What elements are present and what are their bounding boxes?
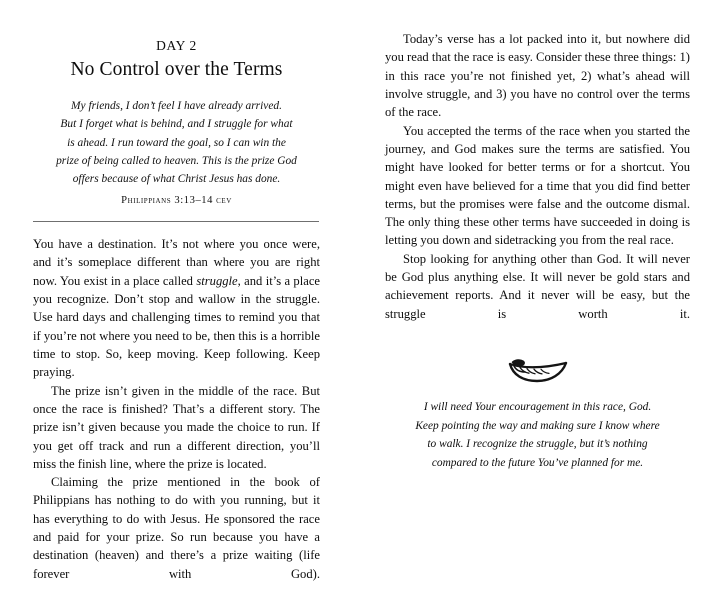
prayer-line: to walk. I recognize the struggle, but it’s nothing <box>427 438 648 451</box>
emphasis-struggle: struggle <box>196 273 238 288</box>
paragraph: You accepted the terms of the race when you started the journey, and God makes sure the terms are satisfied. You might have looked for better terms or for a shortcut. You might even have believed for a time that you did find better terms, but the promises were false and the outcome dismal. The only thing these other terms have succeeded in doing is letting you down and sidetracking you from the real race. <box>385 123 690 248</box>
epigraph-line: My friends, I don’t feel I have already arrived. <box>71 99 282 112</box>
left-page <box>0 0 360 581</box>
verse-citation: Philippians 3:13–14 cev <box>121 194 232 206</box>
epigraph-verse <box>47 97 306 210</box>
right-body-copy <box>385 30 690 341</box>
epigraph-line: But I forget what is behind, and I struggle for what <box>60 118 293 131</box>
paragraph: Stop looking for anything other than God. It will never be God plus anything else. It will never be gold stars and achievement reports. And it never will be easy, but the struggle is worth it. <box>385 251 690 321</box>
epigraph-line: offers because of what Christ Jesus has done. <box>72 173 281 186</box>
day-label: DAY 2 <box>156 38 197 53</box>
paragraph <box>33 235 320 382</box>
boat-ornament <box>385 358 690 384</box>
prayer-line: I will need Your encouragement in this race, God. <box>423 401 652 414</box>
prayer-line: Keep pointing the way and making sure I know where <box>415 419 660 432</box>
paragraph-text-part: You have a destination. It’s not where you once were, and it’s someplace different than where you are right now. You exist in a place called <box>33 237 320 288</box>
right-page <box>360 0 720 504</box>
page-title: No Control over the Terms <box>70 59 283 81</box>
closing-prayer <box>403 398 672 472</box>
epigraph-line: is ahead. I run toward the goal, so I can win the <box>67 136 286 149</box>
paragraph-text-part: , and it’s a place you recognize. Don’t stop and wallow in the struggle. Use hard days and challenging times to remind you that if you’re not where you need to be, then this is a horrible time to stop. So, keep moving. Keep following. Keep praying. <box>33 273 320 380</box>
paragraph: The prize isn’t given in the middle of the race. But once the race is finished? That’s a different story. The prize isn’t given because you made the choice to run. If you get off track and run a different direction, you’ll miss the finish line, where the prize is located. <box>33 383 320 471</box>
epigraph-line: prize of being called to heaven. This is the prize God <box>56 154 297 167</box>
prayer-line: compared to the future You’ve planned for me. <box>431 457 644 470</box>
paragraph: Claiming the prize mentioned in the book of Philippians has nothing to do with you running, but it has everything to do with Jesus. He sponsored the race and paid for your prize. So run because you have a destination (heaven) and there’s a prize waiting (life forever with God). <box>33 475 320 581</box>
section-divider <box>33 221 319 222</box>
left-body-copy <box>33 235 320 601</box>
paragraph: Today’s verse has a lot packed into it, but nowhere did you read that the race is easy. Consider these three things: 1) in this race you’re not finished yet, 2) what’s ahead will involve struggle, and 3) you have no control over the terms of the race. <box>385 32 690 120</box>
